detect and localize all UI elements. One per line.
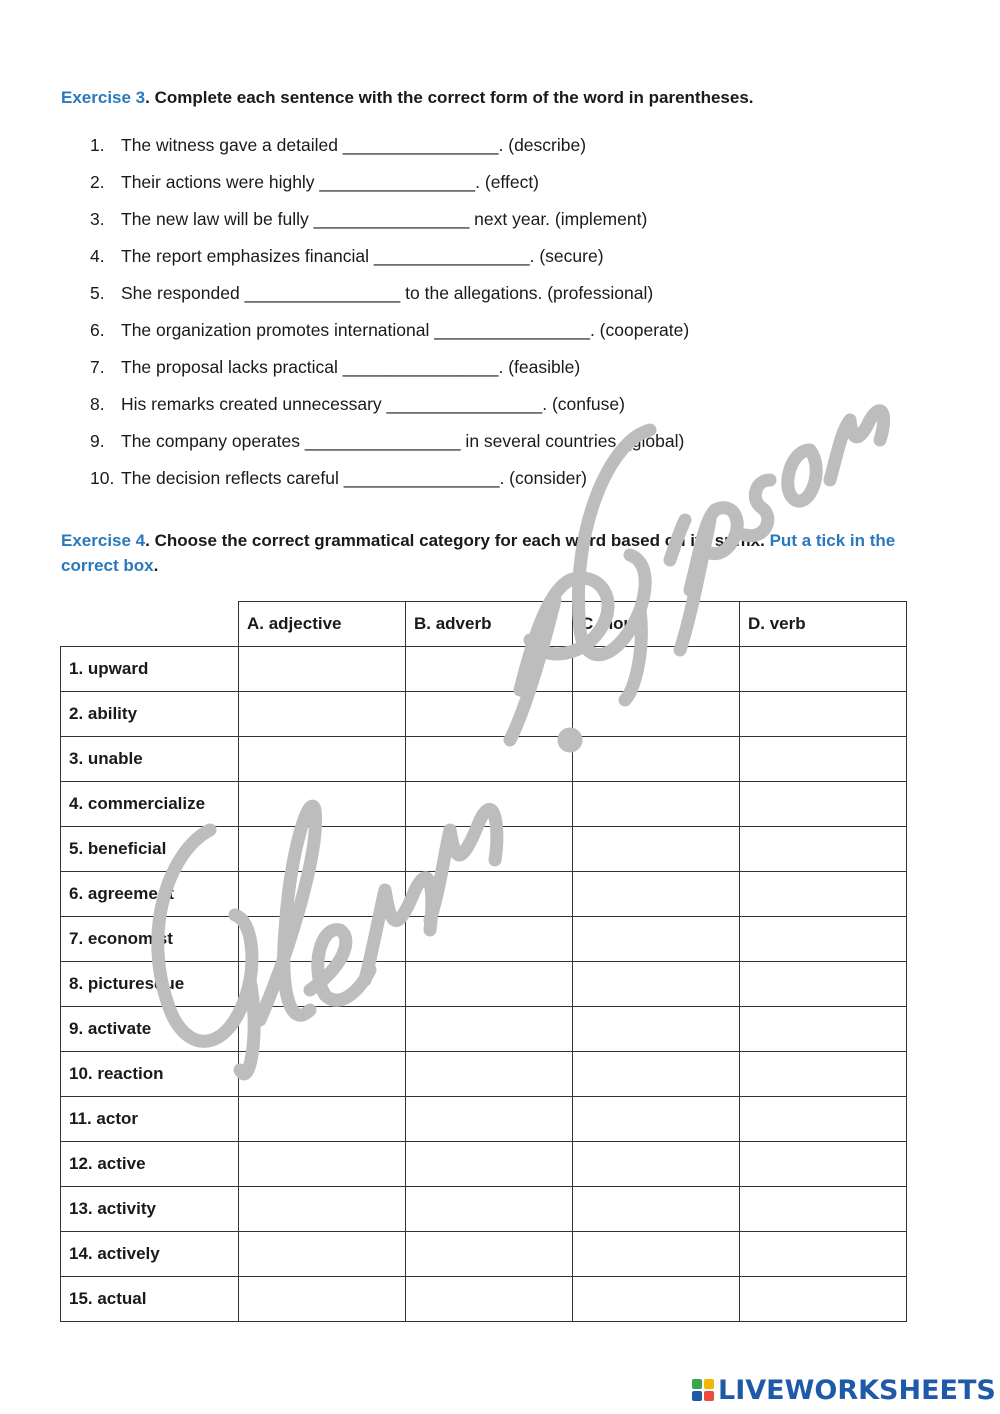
word-cell: 9. activate xyxy=(61,1007,239,1052)
tick-box-adverb[interactable] xyxy=(406,1097,573,1142)
table-row xyxy=(61,1007,907,1052)
sentence-item xyxy=(90,390,689,427)
tick-box-noun[interactable] xyxy=(573,782,740,827)
tick-box-noun[interactable] xyxy=(573,1007,740,1052)
word-cell: 5. beneficial xyxy=(61,827,239,872)
tick-box-adjective[interactable] xyxy=(239,1232,406,1277)
sentence-item xyxy=(90,279,689,316)
sentence-text: His remarks created unnecessary ________________. (confuse) xyxy=(121,394,625,414)
sentence-text: Their actions were highly ________________. (effect) xyxy=(121,172,540,192)
column-header-adjective: A. adjective xyxy=(239,602,406,647)
exercise-3-heading xyxy=(61,85,931,110)
tick-box-verb[interactable] xyxy=(740,1142,907,1187)
brand-logo-area xyxy=(692,1374,996,1406)
word-cell: 2. ability xyxy=(61,692,239,737)
sentence-text: The organization promotes international ________________. (cooperate) xyxy=(121,320,690,340)
tick-box-adverb[interactable] xyxy=(406,1187,573,1232)
sentence-text: The report emphasizes financial ________________. (secure) xyxy=(121,246,604,266)
word-cell: 13. activity xyxy=(61,1187,239,1232)
sentence-item xyxy=(90,168,689,205)
sentence-number: 3. xyxy=(90,209,105,229)
tick-box-adverb[interactable] xyxy=(406,1142,573,1187)
tick-box-noun[interactable] xyxy=(573,1277,740,1322)
word-cell: 7. economist xyxy=(61,917,239,962)
tick-box-verb[interactable] xyxy=(740,1277,907,1322)
tick-box-verb[interactable] xyxy=(740,737,907,782)
table-row xyxy=(61,1232,907,1277)
exercise-4-label: Exercise 4 xyxy=(61,531,146,550)
table-row xyxy=(61,1052,907,1097)
sentence-item xyxy=(90,353,689,390)
tick-box-adverb[interactable] xyxy=(406,647,573,692)
sentence-text: The witness gave a detailed ________________. (describe) xyxy=(121,135,587,155)
exercise-4-heading xyxy=(61,528,931,578)
tick-box-noun[interactable] xyxy=(573,1052,740,1097)
tick-box-adjective[interactable] xyxy=(239,692,406,737)
exercise-4-instruction-end: . xyxy=(153,556,159,575)
word-cell: 11. actor xyxy=(61,1097,239,1142)
tick-box-adverb[interactable] xyxy=(406,1007,573,1052)
tick-box-verb[interactable] xyxy=(740,1007,907,1052)
suffix-category-table xyxy=(60,601,907,1322)
tick-box-adverb[interactable] xyxy=(406,917,573,962)
tick-box-noun[interactable] xyxy=(573,1097,740,1142)
table-header-row xyxy=(61,602,907,647)
sentence-text: The new law will be fully ________________ next year. (implement) xyxy=(121,209,648,229)
sentence-number: 10. xyxy=(90,468,115,488)
tick-box-noun[interactable] xyxy=(573,872,740,917)
tick-box-adjective[interactable] xyxy=(239,737,406,782)
exercise-3-label: Exercise 3 xyxy=(61,88,146,107)
sentence-number: 9. xyxy=(90,431,105,451)
liveworksheets-logo-icon xyxy=(692,1379,714,1401)
table-row xyxy=(61,692,907,737)
column-header-adverb: B. adverb xyxy=(406,602,573,647)
sentence-text: She responded ________________ to the allegations. (professional) xyxy=(121,283,654,303)
exercise-3-instruction: . Complete each sentence with the correct form of the word in parentheses. xyxy=(145,88,754,107)
tick-box-verb[interactable] xyxy=(740,1097,907,1142)
word-cell: 3. unable xyxy=(61,737,239,782)
table-row xyxy=(61,737,907,782)
sentence-number: 1. xyxy=(90,135,105,155)
table-row xyxy=(61,647,907,692)
tick-box-adjective[interactable] xyxy=(239,1097,406,1142)
tick-box-verb[interactable] xyxy=(740,917,907,962)
sentence-item xyxy=(90,316,689,353)
tick-box-verb[interactable] xyxy=(740,962,907,1007)
sentence-text: The proposal lacks practical ________________. (feasible) xyxy=(121,357,581,377)
word-cell: 1. upward xyxy=(61,647,239,692)
sentence-number: 2. xyxy=(90,172,105,192)
tick-box-noun[interactable] xyxy=(573,962,740,1007)
tick-box-verb[interactable] xyxy=(740,647,907,692)
sentence-number: 8. xyxy=(90,394,105,414)
tick-box-adverb[interactable] xyxy=(406,1277,573,1322)
sentence-number: 7. xyxy=(90,357,105,377)
word-cell: 10. reaction xyxy=(61,1052,239,1097)
sentence-text: The decision reflects careful ________________. (consider) xyxy=(121,468,587,488)
tick-box-adjective[interactable] xyxy=(239,1052,406,1097)
word-cell: 6. agreement xyxy=(61,872,239,917)
tick-box-adverb[interactable] xyxy=(406,962,573,1007)
table-corner-cell xyxy=(61,602,239,647)
tick-box-noun[interactable] xyxy=(573,827,740,872)
tick-box-adjective[interactable] xyxy=(239,1007,406,1052)
tick-box-noun[interactable] xyxy=(573,1187,740,1232)
tick-box-adverb[interactable] xyxy=(406,872,573,917)
table-row xyxy=(61,782,907,827)
word-cell: 15. actual xyxy=(61,1277,239,1322)
tick-box-adjective[interactable] xyxy=(239,1187,406,1232)
tick-box-adjective[interactable] xyxy=(239,827,406,872)
tick-box-verb[interactable] xyxy=(740,782,907,827)
sentence-number: 4. xyxy=(90,246,105,266)
tick-box-adverb[interactable] xyxy=(406,1052,573,1097)
exercise-4-instruction-highlight: Put a tick in the correct box xyxy=(61,531,896,575)
table-row xyxy=(61,917,907,962)
tick-box-noun[interactable] xyxy=(573,1142,740,1187)
tick-box-noun[interactable] xyxy=(573,1232,740,1277)
table-row xyxy=(61,827,907,872)
sentence-number: 5. xyxy=(90,283,105,303)
word-cell: 14. actively xyxy=(61,1232,239,1277)
word-cell: 12. active xyxy=(61,1142,239,1187)
table-row xyxy=(61,1142,907,1187)
tick-box-adjective[interactable] xyxy=(239,1142,406,1187)
tick-box-adverb[interactable] xyxy=(406,782,573,827)
exercise-4-instruction: . Choose the correct grammatical category for each word based on its suffix. xyxy=(145,531,770,550)
table-row xyxy=(61,1187,907,1232)
sentence-number: 6. xyxy=(90,320,105,340)
tick-box-verb[interactable] xyxy=(740,872,907,917)
tick-box-verb[interactable] xyxy=(740,827,907,872)
column-header-noun: C. noun xyxy=(573,602,740,647)
tick-box-adjective[interactable] xyxy=(239,782,406,827)
tick-box-adverb[interactable] xyxy=(406,1232,573,1277)
table-row xyxy=(61,1277,907,1322)
sentence-item xyxy=(90,427,689,464)
tick-box-verb[interactable] xyxy=(740,1187,907,1232)
tick-box-verb[interactable] xyxy=(740,1232,907,1277)
table-row xyxy=(61,872,907,917)
tick-box-noun[interactable] xyxy=(573,737,740,782)
word-cell: 4. commercialize xyxy=(61,782,239,827)
sentence-item xyxy=(90,131,689,168)
tick-box-adjective[interactable] xyxy=(239,1277,406,1322)
tick-box-adverb[interactable] xyxy=(406,827,573,872)
tick-box-adverb[interactable] xyxy=(406,692,573,737)
sentence-item xyxy=(90,464,689,501)
tick-box-adjective[interactable] xyxy=(239,962,406,1007)
tick-box-noun[interactable] xyxy=(573,917,740,962)
tick-box-adjective[interactable] xyxy=(239,872,406,917)
table-row xyxy=(61,1097,907,1142)
tick-box-adverb[interactable] xyxy=(406,737,573,782)
word-cell: 8. picturesque xyxy=(61,962,239,1007)
brand-name: LIVEWORKSHEETS xyxy=(718,1374,996,1406)
exercise-3-sentences xyxy=(90,131,689,501)
tick-box-verb[interactable] xyxy=(740,1052,907,1097)
tick-box-adjective[interactable] xyxy=(239,647,406,692)
sentence-item xyxy=(90,205,689,242)
tick-box-noun[interactable] xyxy=(573,692,740,737)
sentence-text: The company operates ________________ in several countries. (global) xyxy=(121,431,685,451)
column-header-verb: D. verb xyxy=(740,602,907,647)
tick-box-verb[interactable] xyxy=(740,692,907,737)
tick-box-adjective[interactable] xyxy=(239,917,406,962)
tick-box-noun[interactable] xyxy=(573,647,740,692)
table-row xyxy=(61,962,907,1007)
sentence-item xyxy=(90,242,689,279)
